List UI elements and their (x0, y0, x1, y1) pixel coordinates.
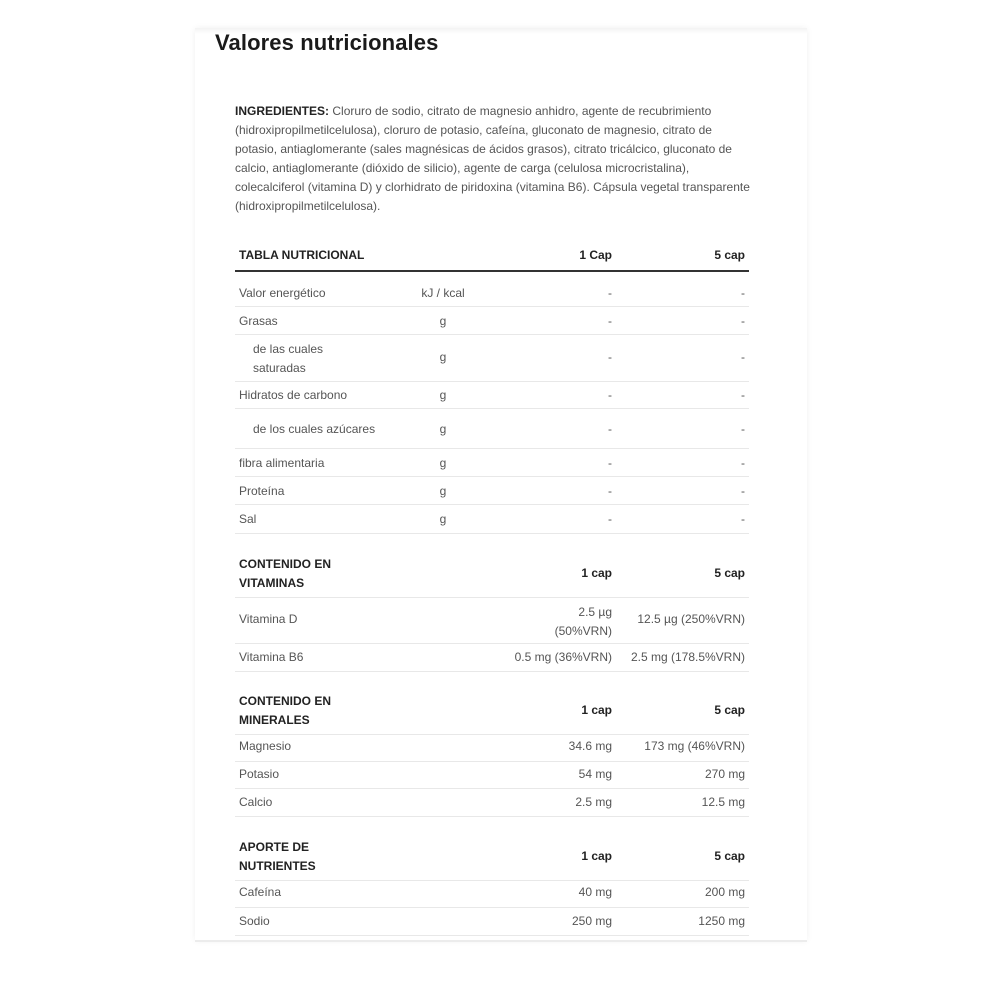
row-label: Sal (239, 512, 257, 526)
row-label: Sodio (239, 914, 270, 928)
row-value-5cap: - (741, 286, 745, 300)
row-value-1cap: 34.6 mg (568, 739, 612, 753)
row-unit: g (439, 512, 447, 526)
row-unit: g (439, 422, 447, 436)
row-value-1cap: 40 mg (578, 885, 612, 899)
row-value-1cap: 2.5 mg (575, 795, 612, 809)
row-value-5cap: - (741, 422, 745, 436)
row-value-5cap: - (741, 350, 745, 364)
nutrients-header-divider (235, 880, 749, 881)
row-label: Vitamina D (239, 612, 298, 626)
ingredients-label: INGREDIENTES: (235, 104, 330, 118)
row-unit: g (439, 314, 447, 328)
row-label: Cafeína (239, 885, 282, 899)
row-value-1cap: 2.5 µg (50%VRN) (554, 605, 612, 638)
row-value-1cap: 0.5 mg (36%VRN) (514, 650, 612, 664)
row-label: Vitamina B6 (239, 650, 304, 664)
nutrition-header-divider (235, 270, 749, 272)
vitamins-header-name: CONTENIDO EN VITAMINAS (239, 557, 332, 590)
row-value-1cap: - (608, 456, 612, 470)
row-unit: g (439, 484, 447, 498)
row-divider (235, 907, 749, 908)
row-label: de las cuales saturadas (253, 342, 324, 375)
row-label: Potasio (239, 767, 280, 781)
row-unit: g (439, 388, 447, 402)
nutrition-header-col2: 5 cap (714, 248, 745, 262)
row-value-1cap: - (608, 422, 612, 436)
row-divider (235, 448, 749, 449)
ingredients-text (235, 102, 750, 216)
row-divider (235, 643, 749, 644)
row-value-1cap: - (608, 388, 612, 402)
row-divider (235, 533, 749, 534)
row-value-5cap: - (741, 484, 745, 498)
row-divider (235, 306, 749, 307)
row-divider (235, 476, 749, 477)
nutrients-header-name: APORTE DE NUTRIENTES (239, 840, 316, 873)
row-label: Magnesio (239, 739, 292, 753)
panel-bottom-divider (195, 940, 807, 942)
row-divider (235, 381, 749, 382)
row-value-5cap: 2.5 mg (178.5%VRN) (630, 650, 745, 664)
nutrients-header-col2: 5 cap (714, 849, 745, 863)
row-value-5cap: 270 mg (704, 767, 745, 781)
row-label: fibra alimentaria (239, 456, 325, 470)
row-divider (235, 935, 749, 936)
row-value-5cap: - (741, 388, 745, 402)
row-value-5cap: 173 mg (46%VRN) (644, 739, 745, 753)
row-value-5cap: 12.5 µg (250%VRN) (637, 612, 745, 626)
row-value-5cap: 12.5 mg (701, 795, 745, 809)
ingredients-list: Cloruro de sodio, citrato de magnesio anhidro, agente de recubrimiento (hidroxipropilmetilcelulosa), cloruro de potasio, cafeína, gluconato de magnesio, citrato de potasio, antiaglomerante (sales magnésicas de ácidos grasos), citrato tricálcico, gluconato de calcio, antiaglomerante (dióxido de silicio), agente de carga (celulosa microcristalina), colecalciferol (vitamina D) y clorhidrato de piridoxina (vitamina B6). Cápsula vegetal transparente (hidroxipropilmetilcelulosa). (235, 104, 750, 213)
nutrition-header-name: TABLA NUTRICIONAL (239, 248, 365, 262)
row-unit: g (439, 456, 447, 470)
vitamins-header-col1: 1 cap (581, 566, 612, 580)
minerals-header-col2: 5 cap (714, 703, 745, 717)
row-value-5cap: 1250 mg (698, 914, 745, 928)
row-value-1cap: - (608, 484, 612, 498)
row-divider (235, 788, 749, 789)
row-value-1cap: - (608, 314, 612, 328)
nutrients-header-col1: 1 cap (581, 849, 612, 863)
row-unit: kJ / kcal (421, 286, 465, 300)
row-label: Proteína (239, 484, 285, 498)
row-divider (235, 504, 749, 505)
row-divider (235, 408, 749, 409)
row-divider (235, 671, 749, 672)
row-value-5cap: - (741, 512, 745, 526)
page-title: Valores nutricionales (215, 30, 439, 55)
minerals-header-col1: 1 cap (581, 703, 612, 717)
row-value-1cap: - (608, 512, 612, 526)
row-label: Hidratos de carbono (239, 388, 348, 402)
minerals-header-divider (235, 734, 749, 735)
row-value-5cap: - (741, 314, 745, 328)
row-value-1cap: 54 mg (578, 767, 612, 781)
row-label: Valor energético (239, 286, 326, 300)
nutrition-header-col1: 1 Cap (579, 248, 612, 262)
row-value-1cap: 250 mg (571, 914, 612, 928)
row-value-1cap: - (608, 350, 612, 364)
row-value-1cap: - (608, 286, 612, 300)
row-label: Grasas (239, 314, 278, 328)
row-value-5cap: 200 mg (704, 885, 745, 899)
row-divider (235, 761, 749, 762)
minerals-header-name: CONTENIDO EN MINERALES (239, 694, 332, 727)
vitamins-header-divider (235, 597, 749, 598)
vitamins-header-col2: 5 cap (714, 566, 745, 580)
row-value-5cap: - (741, 456, 745, 470)
row-unit: g (439, 350, 447, 364)
row-divider (235, 334, 749, 335)
row-label: de los cuales azúcares (253, 422, 376, 436)
row-label: Calcio (239, 795, 273, 809)
row-divider (235, 816, 749, 817)
